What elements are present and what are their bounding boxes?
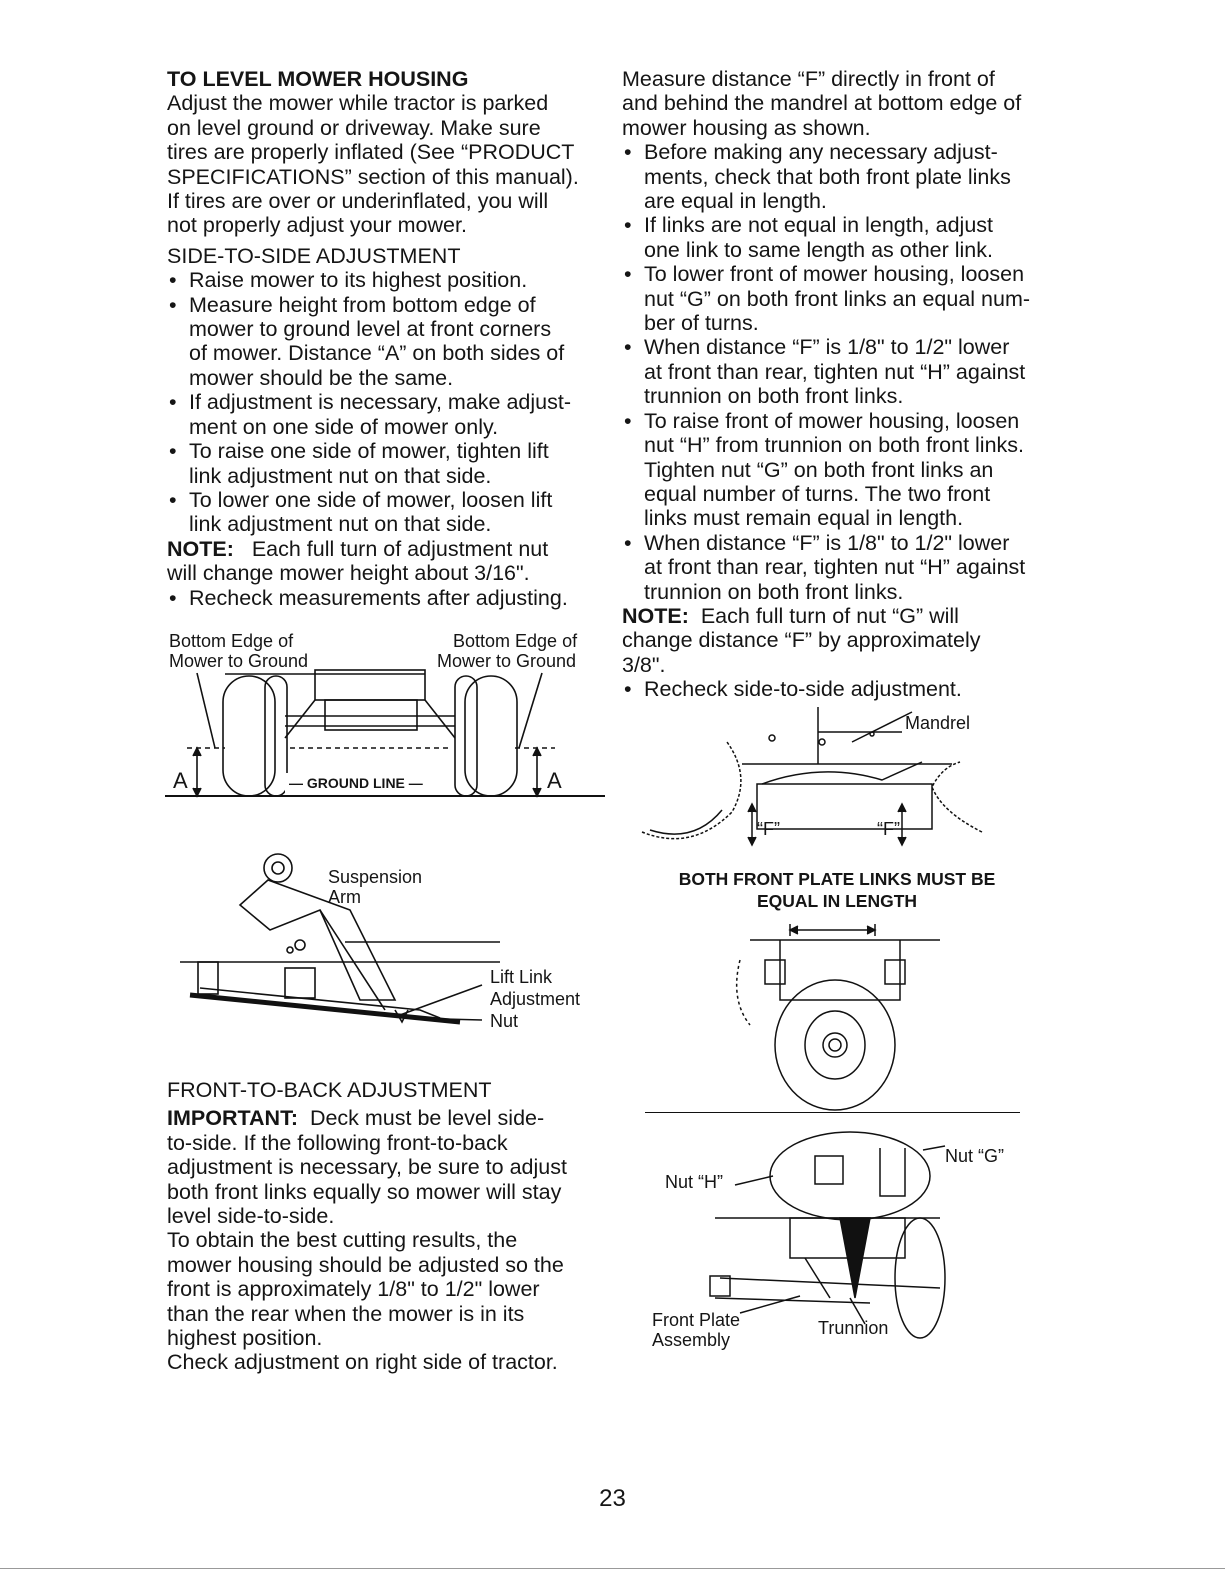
list-item: • When distance “F” is 1/8" to 1/2" lower at front than rear, tighten nut “H” against trunnion on both front links. — [622, 531, 1062, 604]
important-text: adjustment is necessary, be sure to adjust — [167, 1155, 567, 1180]
list-item: • Before making any necessary adjust- ments, check that both front plate links are equal in length. — [622, 140, 1062, 213]
divider — [645, 1112, 1020, 1113]
caption-line: EQUAL IN LENGTH — [756, 891, 918, 911]
ground-line-label: — GROUND LINE — — [285, 773, 427, 793]
list-item: • To raise front of mower housing, loosen nut “H” from trunnion on both front links. Tighten nut “G” on both front links an equal number of turns. The two front links must remain equal in length. — [622, 409, 1062, 531]
ground-line-figure — [165, 628, 605, 803]
lift-link-nut-label: Nut — [490, 1011, 519, 1031]
intro-paragraph — [167, 91, 607, 237]
important-label: IMPORTANT: — [167, 1106, 298, 1131]
front-plate-assembly-label: Assembly — [652, 1330, 731, 1350]
bottom-edge-label-right: Mower to Ground — [437, 651, 577, 671]
page-number: 23 — [599, 1485, 626, 1512]
intro-line: not properly adjust your mower. — [167, 213, 467, 238]
important-text: to-side. If the following front-to-back — [167, 1130, 508, 1155]
front-to-back-heading: FRONT-TO-BACK ADJUSTMENT — [167, 1078, 492, 1102]
intro-line: tires are properly inflated (See “PRODUCT — [167, 140, 575, 165]
distance-a-label-right: A — [547, 768, 562, 793]
mandrel-figure — [622, 702, 1022, 852]
note-label: NOTE: — [167, 536, 234, 561]
recheck-list — [167, 586, 607, 610]
important-text: Deck must be level side- — [309, 1106, 545, 1131]
right-column — [622, 67, 1062, 702]
important-text: level side-to-side. — [167, 1204, 335, 1229]
obtain-line: front is approximately 1/8" to 1/2" lower — [167, 1277, 540, 1302]
note-text: change distance “F” by approximately — [622, 628, 981, 653]
front-to-back-section — [167, 1078, 607, 1375]
obtain-line: mower housing should be adjusted so the — [167, 1252, 564, 1277]
recheck-list — [622, 677, 1062, 701]
trunnion-label: Trunnion — [818, 1318, 889, 1338]
lift-link-nut-label: Adjustment — [490, 989, 581, 1009]
list-item: • Recheck measurements after adjusting. — [167, 586, 607, 610]
bottom-edge-label-right: Bottom Edge of — [453, 631, 578, 651]
intro-line: If tires are over or underinflated, you will — [167, 189, 549, 214]
measure-line: Measure distance “F” directly in front of — [622, 67, 995, 91]
distance-f-label-rear: “F” — [877, 819, 900, 839]
intro-line: SPECIFICATIONS” section of this manual). — [167, 164, 579, 189]
note — [167, 537, 607, 586]
suspension-arm-label: Suspension — [328, 867, 423, 887]
lift-link-nut-label: Lift Link — [490, 967, 553, 987]
front-wheel-links-figure — [720, 920, 960, 1110]
side-to-side-list — [167, 268, 607, 536]
check-line: Check adjustment on right side of tractor. — [167, 1350, 558, 1375]
list-item: • Recheck side-to-side adjustment. — [622, 677, 1062, 701]
nut-g-label: Nut “G” — [945, 1146, 1005, 1166]
list-item: • Measure height from bottom edge of mower to ground level at front corners of mower. Distance “A” on both sides of mower should be the same. — [167, 293, 607, 391]
divider — [0, 1568, 1225, 1569]
important-text: both front links equally so mower will stay — [167, 1179, 562, 1204]
suspension-arm-figure — [170, 850, 600, 1040]
note-text: will change mower height about 3/16". — [167, 561, 530, 586]
distance-f-label-front: “F” — [757, 819, 780, 839]
note-label: NOTE: — [622, 603, 689, 628]
intro-line: on level ground or driveway. Make sure — [167, 115, 541, 140]
list-item: • To raise one side of mower, tighten lift link adjustment nut on that side. — [167, 439, 607, 488]
trunnion-nuts-figure — [640, 1128, 1060, 1358]
front-to-back-list — [622, 140, 1062, 604]
obtain-line: than the rear when the mower is in its — [167, 1301, 525, 1326]
obtain-line: highest position. — [167, 1326, 323, 1351]
list-item: • If adjustment is necessary, make adjust- ment on one side of mower only. — [167, 390, 607, 439]
note-text: Each full turn of nut “G” will — [700, 603, 959, 628]
obtain-line: To obtain the best cutting results, the — [167, 1228, 518, 1253]
obtain-paragraph — [167, 1228, 607, 1350]
front-plate-links-caption — [622, 868, 1052, 912]
list-item: • To lower one side of mower, loosen lift link adjustment nut on that side. — [167, 488, 607, 537]
left-column — [167, 67, 607, 610]
caption-line: BOTH FRONT PLATE LINKS MUST BE — [678, 869, 996, 889]
measure-line: and behind the mandrel at bottom edge of — [622, 91, 1022, 116]
measure-paragraph — [622, 67, 1062, 140]
suspension-arm-label: Arm — [328, 887, 361, 907]
side-to-side-heading: SIDE-TO-SIDE ADJUSTMENT — [167, 243, 461, 268]
mandrel-label: Mandrel — [905, 713, 971, 733]
note-text: Each full turn of adjustment nut — [251, 536, 549, 561]
bottom-edge-label-left: Mower to Ground — [169, 651, 309, 671]
intro-line: Adjust the mower while tractor is parked — [167, 91, 549, 116]
measure-line: mower housing as shown. — [622, 115, 871, 140]
bottom-edge-label-left: Bottom Edge of — [169, 631, 294, 651]
important-paragraph — [167, 1106, 607, 1228]
list-item: • If links are not equal in length, adjust one link to same length as other link. — [622, 213, 1062, 262]
front-wheel-drawing — [720, 920, 960, 1110]
level-mower-heading: TO LEVEL MOWER HOUSING — [167, 67, 469, 91]
note — [622, 604, 1062, 677]
list-item: • When distance “F” is 1/8" to 1/2" lower at front than rear, tighten nut “H” against trunnion on both front links. — [622, 335, 1062, 408]
front-plate-assembly-label: Front Plate — [652, 1310, 741, 1330]
list-item: • Raise mower to its highest position. — [167, 268, 607, 292]
nut-h-label: Nut “H” — [665, 1172, 723, 1192]
note-text: 3/8". — [622, 652, 666, 677]
distance-a-label-left: A — [173, 768, 188, 793]
list-item: • To lower front of mower housing, loosen nut “G” on both front links an equal num- ber of turns. — [622, 262, 1062, 335]
